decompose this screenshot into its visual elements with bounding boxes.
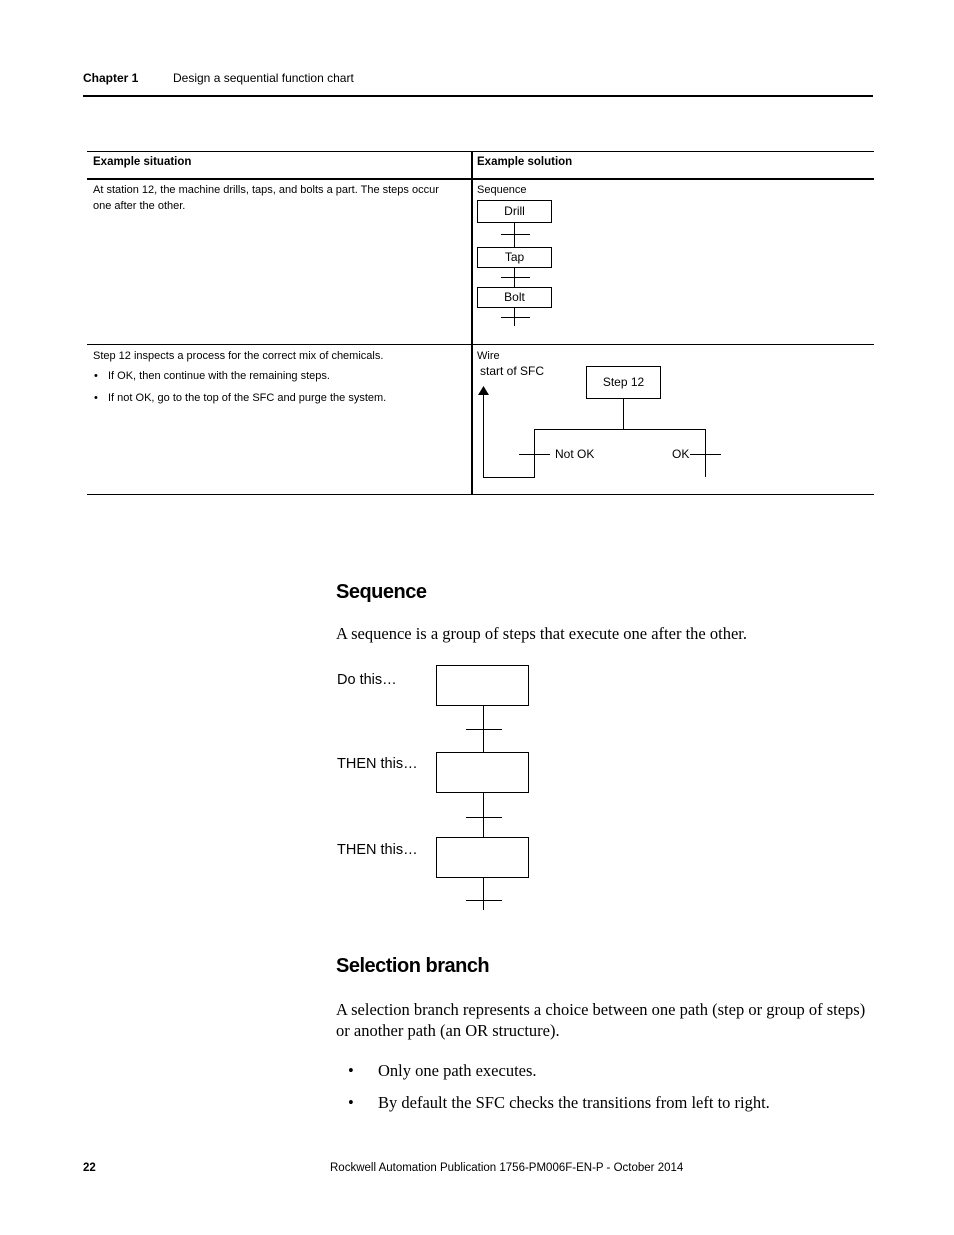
sequence-label-3: THEN this… (337, 842, 418, 858)
branch-right-leg (705, 429, 706, 477)
connector-line (483, 793, 484, 837)
bullet-icon: • (94, 370, 98, 382)
arrow-up-icon (477, 386, 490, 396)
header-rule (83, 95, 873, 97)
row1-situation: At station 12, the machine drills, taps, and bolts a part. The steps occur one after the other. (93, 184, 439, 212)
chapter-title: Design a sequential function chart (173, 71, 354, 85)
transition-mark-ok (690, 454, 721, 455)
table-header-rule (87, 178, 874, 180)
connector-line (623, 399, 624, 429)
bullet-text: By default the SFC checks the transitions from left to right. (378, 1093, 770, 1112)
not-ok-label: Not OK (555, 447, 595, 461)
row2-bullet-2 (94, 390, 387, 406)
row2-situation: Step 12 inspects a process for the correct mix of chemicals. (93, 350, 384, 362)
selection-branch-heading: Selection branch (336, 955, 490, 977)
branch-line (534, 429, 706, 430)
sequence-description: A sequence is a group of steps that execute one after the other. (336, 624, 747, 643)
sequence-heading: Sequence (336, 581, 427, 603)
start-of-sfc-label: start of SFC (480, 364, 545, 378)
branch-left-leg (534, 429, 535, 477)
chapter-label: Chapter 1 (83, 71, 139, 85)
table-bottom-rule (87, 494, 874, 495)
sequence-step-box (436, 752, 529, 793)
sequence-label-2: THEN this… (337, 756, 418, 772)
ok-label: OK (672, 447, 690, 461)
connector-line (483, 878, 484, 910)
table-column-rule (471, 151, 473, 495)
page-number: 22 (83, 1162, 96, 1174)
table-row-rule (87, 344, 874, 345)
bullet-text: If not OK, go to the top of the SFC and purge the system. (108, 392, 387, 404)
bullet-text: If OK, then continue with the remaining steps. (108, 370, 330, 382)
row2-solution-label: Wire (477, 350, 500, 362)
bullet-text: Only one path executes. (378, 1061, 537, 1080)
step-box-bolt: Bolt (477, 287, 552, 308)
sequence-step-box (436, 665, 529, 706)
table-top-rule (87, 151, 874, 152)
bullet-icon: • (348, 1061, 354, 1080)
transition-mark (466, 729, 502, 730)
bullet-icon: • (94, 392, 98, 404)
sequence-label-1: Do this… (337, 672, 397, 688)
selection-branch-description: A selection branch represents a choice between one path (step or group of steps) or another path (an OR structure). (336, 1000, 866, 1040)
selection-bullet-1 (348, 1060, 537, 1081)
transition-mark (466, 900, 502, 901)
table-header-solution: Example solution (477, 156, 573, 168)
return-line-bottom (483, 477, 535, 478)
bullet-icon: • (348, 1093, 354, 1112)
table-header-situation: Example situation (93, 156, 192, 168)
sequence-step-box (436, 837, 529, 878)
row2-bullet-1 (94, 368, 330, 384)
step-box-drill: Drill (477, 200, 552, 223)
step-box-step12: Step 12 (586, 366, 661, 399)
transition-mark (501, 317, 530, 318)
transition-mark (501, 234, 530, 235)
return-line-vertical (483, 394, 484, 478)
transition-mark (466, 817, 502, 818)
selection-bullet-2 (348, 1092, 770, 1113)
transition-mark-not-ok (519, 454, 550, 455)
row1-solution-label: Sequence (477, 184, 527, 196)
transition-mark (501, 277, 530, 278)
connector-line (514, 223, 515, 247)
publication-info: Rockwell Automation Publication 1756-PM006F-EN-P - October 2014 (330, 1162, 684, 1174)
step-box-tap: Tap (477, 247, 552, 268)
